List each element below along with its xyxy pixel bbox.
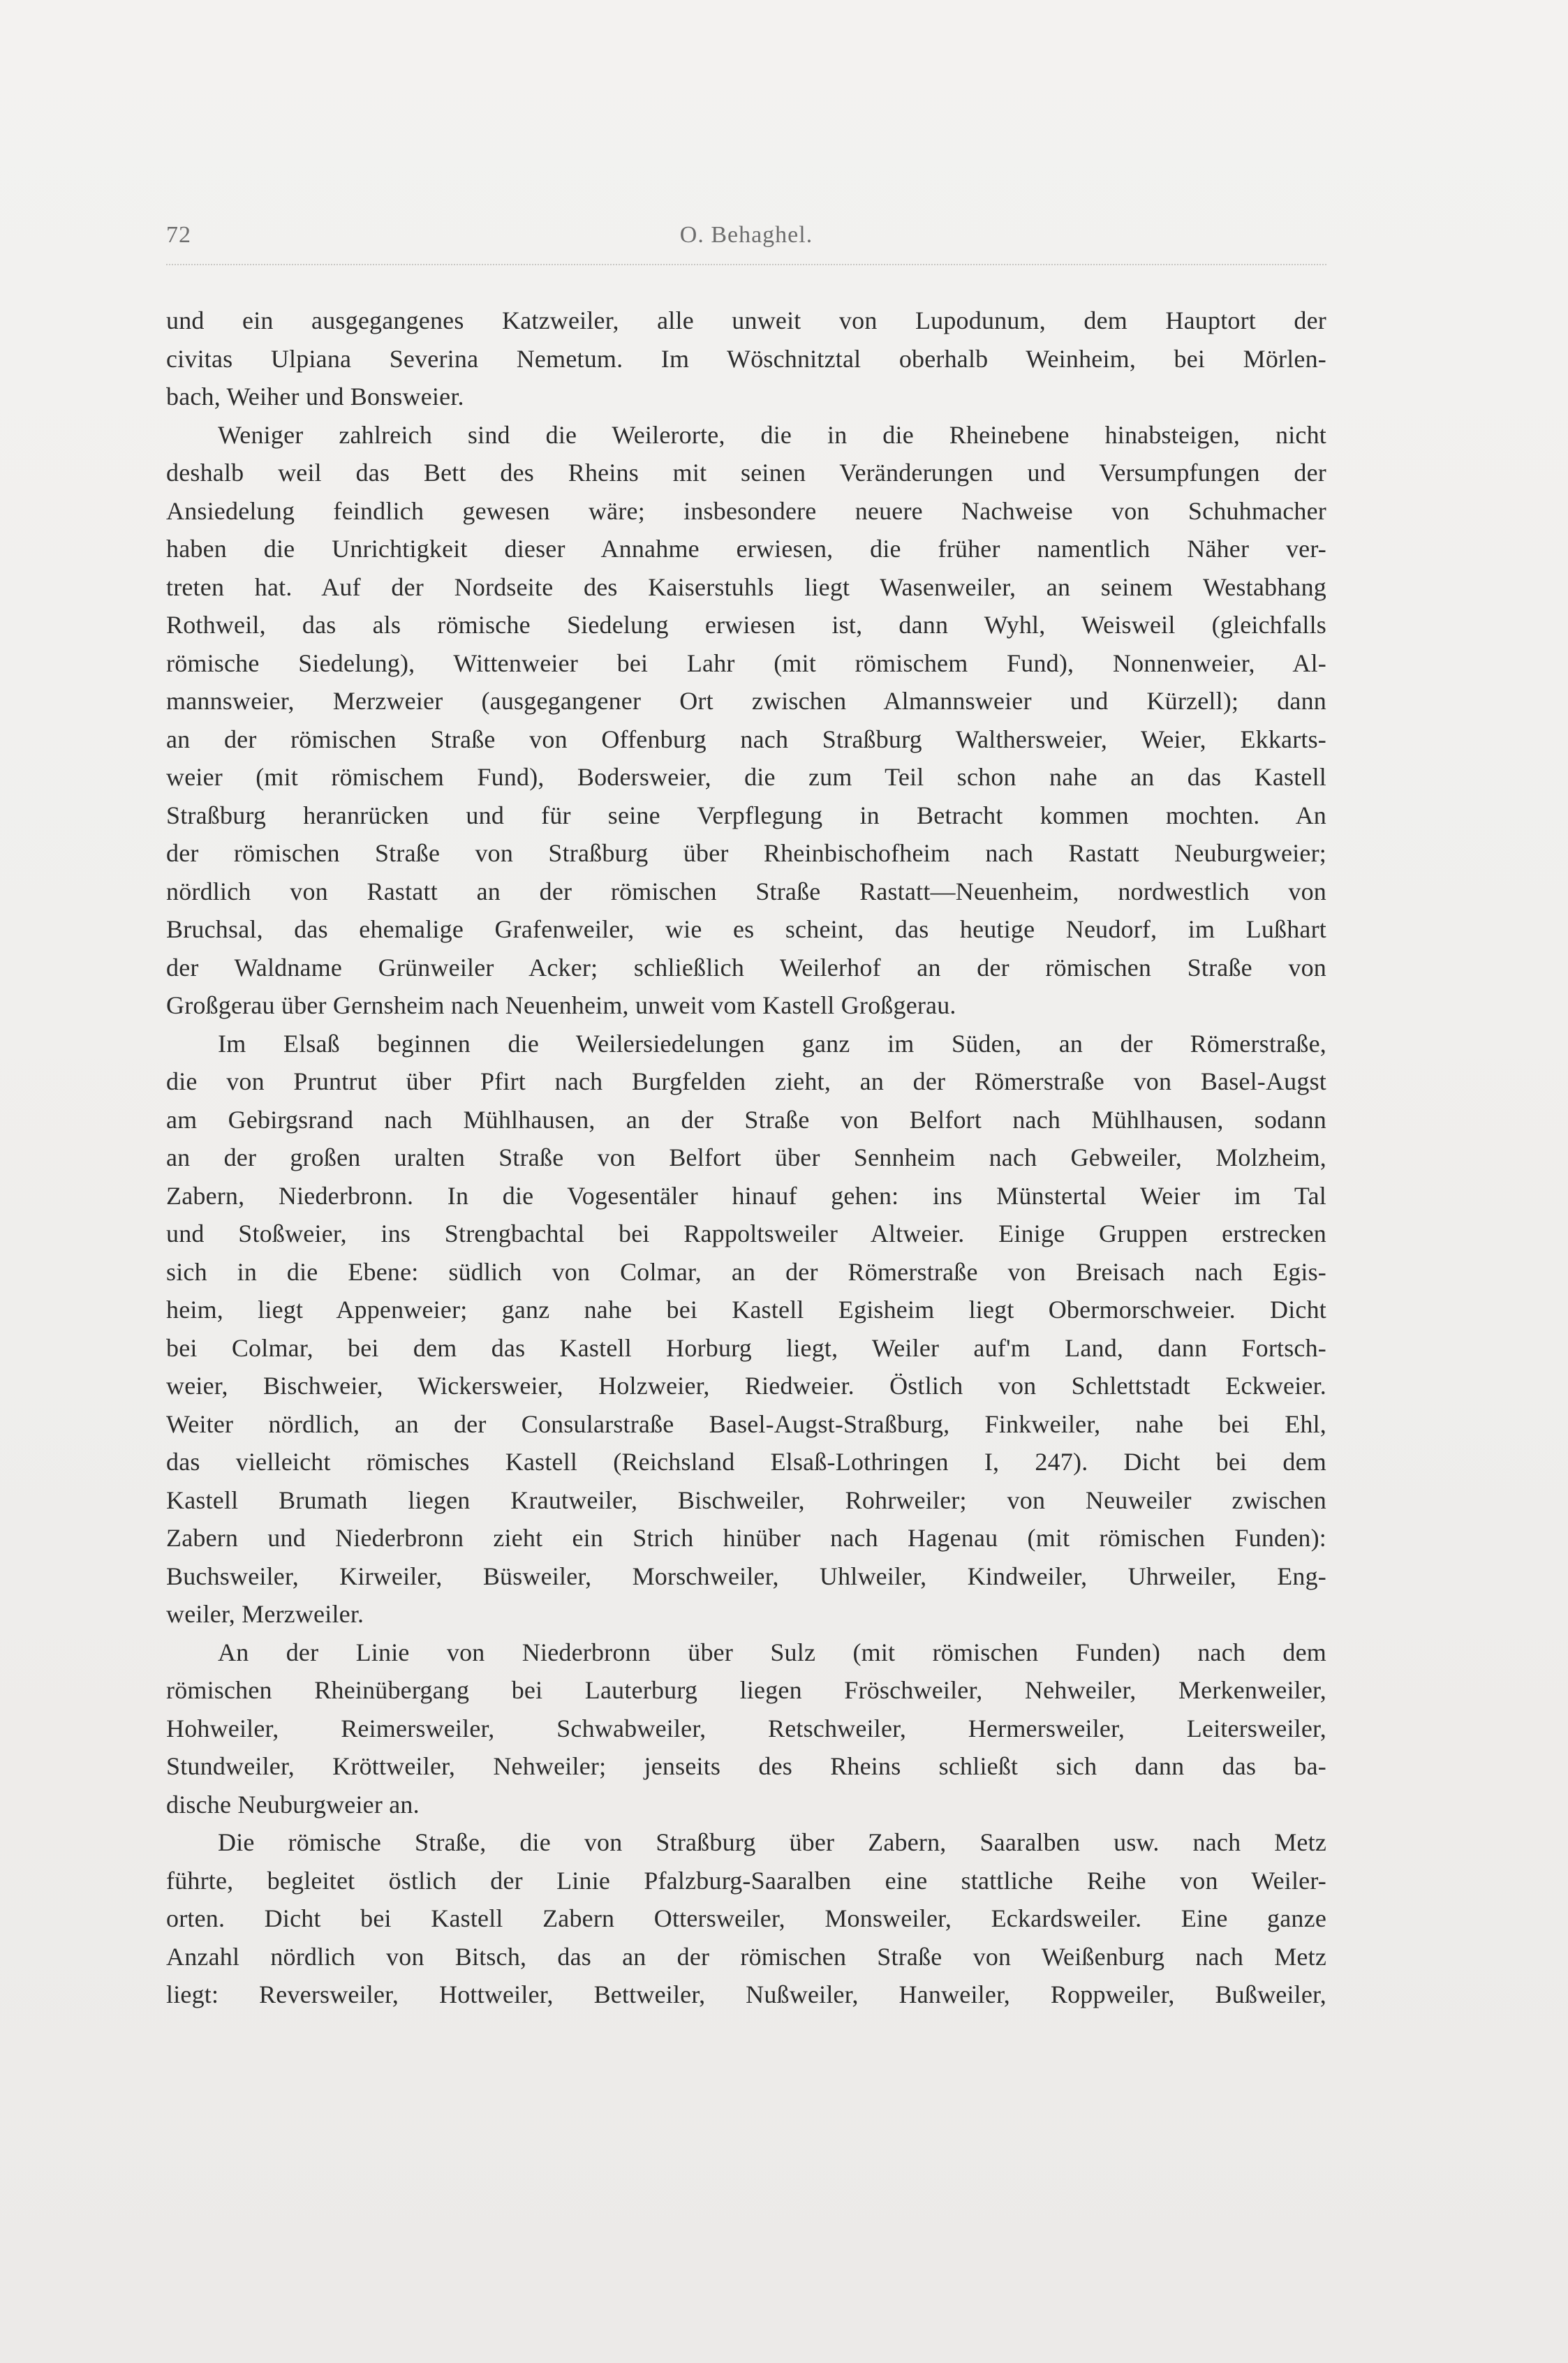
text-line: Bruchsal, das ehemalige Grafenweiler, wie es scheint, das heutige Neudorf, im Lußhart — [166, 915, 1326, 943]
text-line: weier (mit römischem Fund), Bodersweier, die zum Teil schon nahe an das Kastell — [166, 763, 1326, 791]
text-line: heim, liegt Appenweier; ganz nahe bei Kastell Egisheim liegt Obermorschweier. Dicht — [166, 1296, 1326, 1324]
text-line: liegt: Reversweiler, Hottweiler, Bettweiler, Nußweiler, Hanweiler, Roppweiler, Bußweiler, — [166, 1980, 1326, 2008]
header-rule — [166, 264, 1326, 265]
text-line: sich in die Ebene: südlich von Colmar, an der Römerstraße von Breisach nach Egis- — [166, 1257, 1326, 1286]
text-line: nördlich von Rastatt an der römischen Straße Rastatt—Neuenheim, nordwestlich von — [166, 877, 1326, 905]
text-line: am Gebirgsrand nach Mühlhausen, an der Straße von Belfort nach Mühlhausen, sodann — [166, 1105, 1326, 1134]
text-line: haben die Unrichtigkeit dieser Annahme erwiesen, die früher namentlich Näher ver- — [166, 535, 1326, 563]
body-text — [166, 302, 1326, 2014]
text-line: Rothweil, das als römische Siedelung erwiesen ist, dann Wyhl, Weisweil (gleichfalls — [166, 611, 1326, 639]
text-line: treten hat. Auf der Nordseite des Kaiserstuhls liegt Wasenweiler, an seinem Westabhang — [166, 572, 1326, 601]
text-line: deshalb weil das Bett des Rheins mit seinen Veränderungen und Versumpfungen der — [166, 459, 1326, 487]
text-line: der römischen Straße von Straßburg über Rheinbischofheim nach Rastatt Neuburgweier; — [166, 839, 1326, 867]
text-line: bach, Weiher und Bonsweier. — [166, 383, 464, 410]
paragraph-start-line: Im Elsaß beginnen die Weilersiedelungen ganz im Süden, an der Römerstraße, — [218, 1029, 1326, 1058]
paragraph-start-line: Die römische Straße, die von Straßburg über Zabern, Saaralben usw. nach Metz — [218, 1828, 1326, 1856]
text-line: an der römischen Straße von Offenburg nach Straßburg Walthersweier, Weier, Ekkarts- — [166, 725, 1326, 753]
running-title: O. Behaghel. — [679, 222, 813, 248]
paragraph-start-line: An der Linie von Niederbronn über Sulz (mit römischen Funden) nach dem — [218, 1638, 1326, 1666]
text-line: mannsweier, Merzweier (ausgegangener Ort zwischen Almannsweier und Kürzell); dann — [166, 687, 1326, 715]
text-line: Anzahl nördlich von Bitsch, das an der römischen Straße von Weißenburg nach Metz — [166, 1942, 1326, 1971]
text-line: Stundweiler, Kröttweiler, Nehweiler; jenseits des Rheins schließt sich dann das ba- — [166, 1752, 1326, 1780]
text-line: bei Colmar, bei dem das Kastell Horburg liegt, Weiler auf'm Land, dann Fortsch- — [166, 1333, 1326, 1362]
text-line: Ansiedelung feindlich gewesen wäre; insbesondere neuere Nachweise von Schuhmacher — [166, 496, 1326, 525]
text-line: Zabern, Niederbronn. In die Vogesentäler hinauf gehen: ins Münstertal Weier im Tal — [166, 1181, 1326, 1210]
running-head — [166, 222, 1326, 257]
text-line: Weiter nördlich, an der Consularstraße Basel-Augst-Straßburg, Finkweiler, nahe bei Ehl, — [166, 1409, 1326, 1438]
text-line: Straßburg heranrücken und für seine Verpflegung in Betracht kommen mochten. An — [166, 801, 1326, 829]
text-line: weier, Bischweier, Wickersweier, Holzweier, Riedweier. Östlich von Schlettstadt Eckweier. — [166, 1372, 1326, 1400]
text-line: an der großen uralten Straße von Belfort über Sennheim nach Gebweiler, Molzheim, — [166, 1143, 1326, 1171]
text-line: führte, begleitet östlich der Linie Pfalzburg-Saaralben eine stattliche Reihe von Weiler- — [166, 1866, 1326, 1895]
text-line: und ein ausgegangenes Katzweiler, alle unweit von Lupodunum, dem Hauptort der — [166, 306, 1326, 334]
text-line: dische Neuburgweier an. — [166, 1790, 420, 1818]
text-line: Zabern und Niederbronn zieht ein Strich hinüber nach Hagenau (mit römischen Funden): — [166, 1524, 1326, 1552]
text-line: römischen Rheinübergang bei Lauterburg liegen Fröschweiler, Nehweiler, Merkenweiler, — [166, 1676, 1326, 1704]
text-line: civitas Ulpiana Severina Nemetum. Im Wöschnitztal oberhalb Weinheim, bei Mörlen- — [166, 344, 1326, 373]
text-line: das vielleicht römisches Kastell (Reichsland Elsaß-Lothringen I, 247). Dicht bei dem — [166, 1448, 1326, 1476]
page-number: 72 — [166, 222, 191, 248]
text-line: und Stoßweier, ins Strengbachtal bei Rappoltsweiler Altweier. Einige Gruppen erstrecken — [166, 1220, 1326, 1247]
text-line: Großgerau über Gernsheim nach Neuenheim, unweit vom Kastell Großgerau. — [166, 991, 956, 1019]
paragraph-start-line: Weniger zahlreich sind die Weilerorte, die in die Rheinebene hinabsteigen, nicht — [218, 420, 1326, 449]
text-line: Buchsweiler, Kirweiler, Büsweiler, Morschweiler, Uhlweiler, Kindweiler, Uhrweiler, Eng- — [166, 1562, 1326, 1590]
text-line: der Waldname Grünweiler Acker; schließlich Weilerhof an der römischen Straße von — [166, 953, 1326, 982]
text-line: Hohweiler, Reimersweiler, Schwabweiler, Retschweiler, Hermersweiler, Leitersweiler, — [166, 1714, 1326, 1742]
text-line: orten. Dicht bei Kastell Zabern Ottersweiler, Monsweiler, Eckardsweiler. Eine ganze — [166, 1904, 1326, 1932]
text-line: Kastell Brumath liegen Krautweiler, Bischweiler, Rohrweiler; von Neuweiler zwischen — [166, 1486, 1326, 1514]
text-line: weiler, Merzweiler. — [166, 1600, 364, 1628]
text-line: die von Pruntrut über Pfirt nach Burgfelden zieht, an der Römerstraße von Basel-Augst — [166, 1067, 1326, 1095]
text-line: römische Siedelung), Wittenweier bei Lahr (mit römischem Fund), Nonnenweier, Al- — [166, 649, 1326, 677]
